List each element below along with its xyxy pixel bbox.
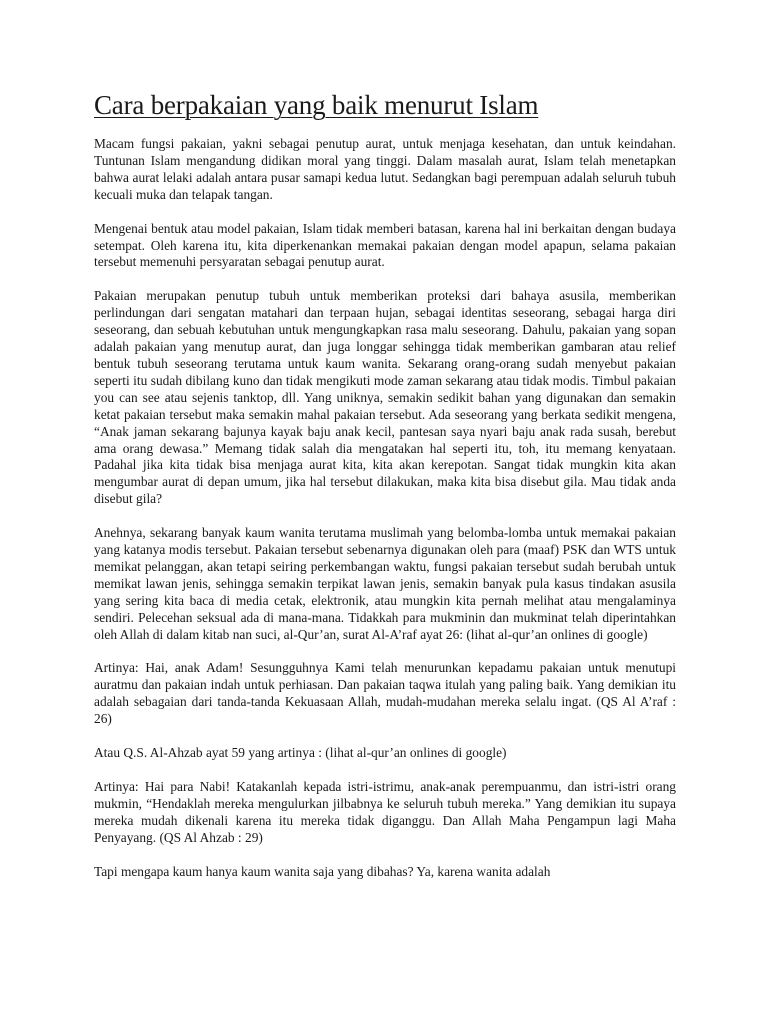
paragraph-6: Atau Q.S. Al-Ahzab ayat 59 yang artinya : (lihat al-qur’an onlines di google)	[94, 745, 507, 761]
paragraph-7: Artinya: Hai para Nabi! Katakanlah kepada istri-istrimu, anak-anak perempuanmu, dan istri-istri orang mukmin, “Hendaklah mereka mengulurkan jilbabnya ke seluruh tubuh mereka.” Yang demikian itu supaya mereka mudah dikenali karena itu mereka tidak diganggu. Dan Allah Maha Pengampun lagi Maha Penyayang. (QS Al Ahzab : 29)	[94, 779, 676, 845]
document-title: Cara berpakaian yang baik menurut Islam	[94, 90, 539, 120]
document-page	[94, 88, 676, 898]
paragraph-3: Pakaian merupakan penutup tubuh untuk memberikan proteksi dari bahaya asusila, memberikan perlindungan dari sengatan matahari dan terpaan hujan, sebagai identitas seseorang, sebagai harga diri seseorang, dan sebuah kebutuhan untuk mengungkapkan rasa malu seseorang. Dahulu, pakaian yang sopan adalah pakaian yang menutup aurat, dan juga longgar sehingga tidak memberikan gambaran atau relief bentuk tubuh seseorang terutama untuk kaum wanita. Sekarang orang-orang sudah menyebut pakaian seperti itu sudah dibilang kuno dan tidak mengikuti mode zaman sekarang atau tidak modis. Timbul pakaian you can see atau sejenis tanktop, dll. Yang uniknya, semakin sedikit bahan yang digunakan dan semakin ketat pakaian tersebut maka semakin mahal pakaian tersebut. Ada seseorang yang berkata sedikit mengena, “Anak jaman sekarang bajunya kayak baju anak kecil, pantesan saya nyari baju anak rada susah, berebut ama orang dewasa.” Memang tidak salah dia mengatakan hal seperti itu, toh, itu memang kenyataan. Padahal jika kita tidak bisa menjaga aurat kita, kita akan kerepotan. Sangat tidak mungkin kita akan mengumbar aurat di depan umum, jika hal tersebut dilakukan, maka kita bisa disebut gila. Mau tidak anda disebut gila?	[94, 288, 676, 507]
paragraph-8: Tapi mengapa kaum hanya kaum wanita saja yang dibahas? Ya, karena wanita adalah	[94, 863, 551, 879]
paragraph-4: Anehnya, sekarang banyak kaum wanita terutama muslimah yang belomba-lomba untuk memakai pakaian yang katanya modis tersebut. Pakaian tersebut sebenarnya digunakan oleh para (maaf) PSK dan WTS untuk memikat pelanggan, akan tetapi seiring perkembangan waktu, fungsi pakaian tersebut sudah berubah untuk memikat lawan jenis, sehingga semakin terpikat lawan jenis, semakin banyak pula kasus tindakan asusila yang sering kita baca di media cetak, elektronik, atau mungkin kita pernah melihat atau mengalaminya sendiri. Pelecehan seksual ada di mana-mana. Tidakkah para mukminin dan mukminat telah diperintahkan oleh Allah di dalam kitab nan suci, al-Qur’an, surat Al-A’raf ayat 26: (lihat al-qur’an onlines di google)	[94, 525, 676, 642]
paragraph-1: Macam fungsi pakaian, yakni sebagai penutup aurat, untuk menjaga kesehatan, dan untuk keindahan. Tuntunan Islam mengandung didikan moral yang tinggi. Dalam masalah aurat, Islam telah menetapkan bahwa aurat lelaki adalah antara pusar samapi kedua lutut. Sedangkan bagi perempuan adalah seluruh tubuh kecuali muka dan telapak tangan.	[94, 136, 676, 202]
paragraph-5: Artinya: Hai, anak Adam! Sesungguhnya Kami telah menurunkan kepadamu pakaian untuk menutupi auratmu dan pakaian indah untuk perhiasan. Dan pakaian taqwa itulah yang paling baik. Yang demikian itu adalah sebagaian dari tanda-tanda Kekuasaan Allah, mudah-mudahan mereka selalu ingat. (QS Al A’raf : 26)	[94, 660, 676, 727]
paragraph-2: Mengenai bentuk atau model pakaian, Islam tidak memberi batasan, karena hal ini berkaitan dengan budaya setempat. Oleh karena itu, kita diperkenankan memakai pakaian dengan model apapun, selama pakaian tersebut memenuhi persyaratan sebagai penutup aurat.	[94, 220, 676, 270]
